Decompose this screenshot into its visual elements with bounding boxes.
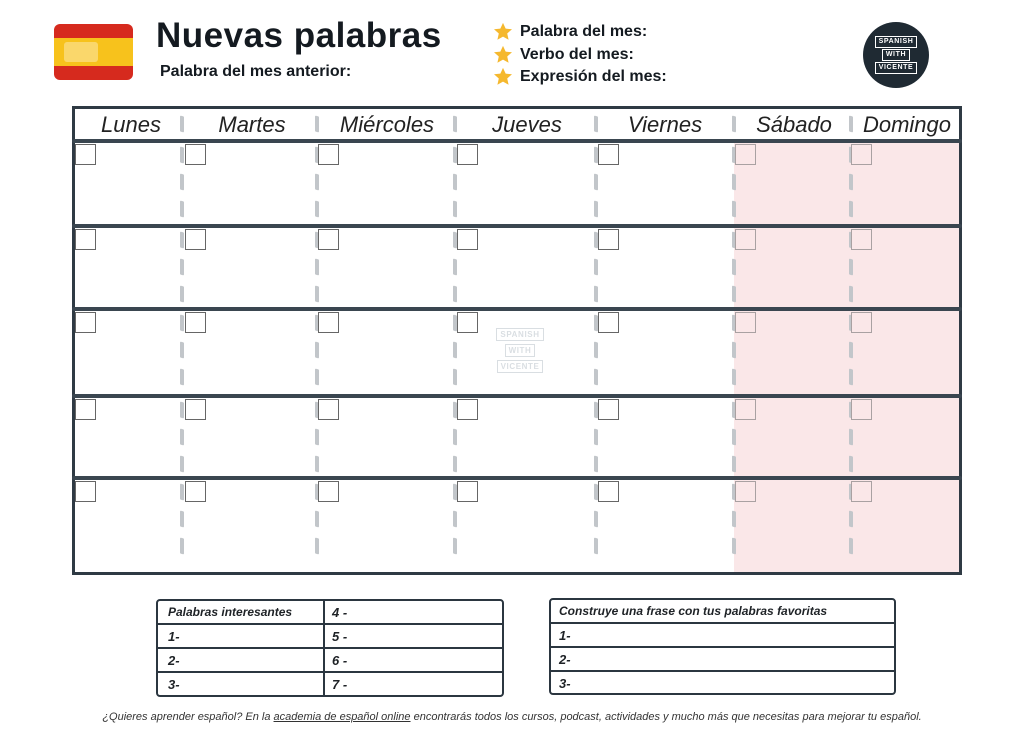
column-separator bbox=[849, 342, 853, 359]
column-separator bbox=[594, 174, 598, 191]
week-separator bbox=[72, 307, 962, 311]
column-separator bbox=[594, 342, 598, 359]
column-separator bbox=[594, 259, 598, 276]
column-separator bbox=[453, 201, 457, 218]
column-separator bbox=[453, 538, 457, 555]
watermark-text-spanish: SPANISH bbox=[496, 328, 543, 341]
day-checkbox[interactable] bbox=[851, 399, 872, 420]
column-separator bbox=[849, 286, 853, 303]
column-separator bbox=[849, 511, 853, 528]
word-slot-7: 7 - bbox=[332, 677, 348, 692]
column-separator bbox=[732, 174, 736, 191]
day-checkbox[interactable] bbox=[735, 399, 756, 420]
day-header-miercoles: Miércoles bbox=[339, 112, 435, 137]
page-title: Nuevas palabras bbox=[156, 16, 442, 55]
column-separator bbox=[315, 511, 319, 528]
column-separator bbox=[594, 538, 598, 555]
column-separator bbox=[732, 259, 736, 276]
column-separator bbox=[849, 538, 853, 555]
column-separator bbox=[453, 286, 457, 303]
column-separator bbox=[180, 402, 184, 419]
footer-text bbox=[0, 711, 1024, 723]
previous-month-word-label: Palabra del mes anterior: bbox=[160, 63, 352, 80]
column-separator bbox=[180, 147, 184, 164]
table-row bbox=[551, 624, 894, 648]
word-slot-6: 6 - bbox=[332, 653, 348, 668]
day-checkbox[interactable] bbox=[185, 312, 206, 333]
column-separator bbox=[315, 456, 319, 473]
academy-link[interactable]: academia de español online bbox=[273, 711, 411, 723]
column-separator bbox=[180, 286, 184, 303]
column-separator bbox=[180, 201, 184, 218]
week-separator bbox=[72, 476, 962, 480]
column-separator bbox=[594, 456, 598, 473]
day-checkbox[interactable] bbox=[185, 144, 206, 165]
column-separator bbox=[180, 342, 184, 359]
column-separator bbox=[315, 342, 319, 359]
day-checkbox[interactable] bbox=[457, 312, 478, 333]
column-separator bbox=[180, 174, 184, 191]
column-separator bbox=[732, 511, 736, 528]
day-checkbox[interactable] bbox=[851, 481, 872, 502]
week-separator bbox=[72, 224, 962, 228]
column-separator bbox=[594, 116, 598, 133]
column-separator bbox=[453, 259, 457, 276]
day-checkbox[interactable] bbox=[735, 312, 756, 333]
interesting-words-table bbox=[156, 599, 504, 697]
column-separator bbox=[732, 429, 736, 446]
column-separator bbox=[453, 342, 457, 359]
day-checkbox[interactable] bbox=[457, 399, 478, 420]
column-separator bbox=[315, 286, 319, 303]
column-separator bbox=[180, 369, 184, 386]
column-separator bbox=[180, 116, 184, 133]
day-checkbox[interactable] bbox=[75, 144, 96, 165]
day-checkbox[interactable] bbox=[75, 312, 96, 333]
column-separator bbox=[315, 174, 319, 191]
column-separator bbox=[849, 429, 853, 446]
column-separator bbox=[732, 369, 736, 386]
day-checkbox[interactable] bbox=[318, 399, 339, 420]
day-checkbox[interactable] bbox=[318, 229, 339, 250]
day-checkbox[interactable] bbox=[457, 229, 478, 250]
column-separator bbox=[180, 315, 184, 332]
column-separator bbox=[453, 456, 457, 473]
day-header-martes: Martes bbox=[218, 112, 286, 137]
day-checkbox[interactable] bbox=[457, 144, 478, 165]
word-slot-3: 3- bbox=[168, 677, 180, 692]
day-checkbox[interactable] bbox=[75, 229, 96, 250]
column-separator bbox=[732, 342, 736, 359]
week-separator bbox=[72, 139, 962, 143]
expression-of-month-label: Expresión del mes: bbox=[520, 68, 667, 85]
day-checkbox[interactable] bbox=[318, 144, 339, 165]
column-separator bbox=[732, 286, 736, 303]
day-checkbox[interactable] bbox=[318, 312, 339, 333]
column-separator bbox=[849, 259, 853, 276]
watermark-text-with: WITH bbox=[505, 344, 536, 357]
day-header-sabado: Sábado bbox=[756, 112, 832, 137]
column-separator bbox=[594, 511, 598, 528]
column-separator bbox=[180, 232, 184, 249]
table-row bbox=[158, 601, 502, 625]
day-checkbox[interactable] bbox=[185, 229, 206, 250]
column-separator bbox=[732, 201, 736, 218]
column-separator bbox=[732, 456, 736, 473]
day-checkbox[interactable] bbox=[185, 481, 206, 502]
sentence-slot-1: 1- bbox=[559, 628, 571, 643]
day-header-jueves: Jueves bbox=[492, 112, 562, 137]
table-row bbox=[551, 600, 894, 624]
table-row bbox=[158, 649, 502, 673]
word-slot-2: 2- bbox=[168, 653, 180, 668]
day-checkbox[interactable] bbox=[735, 144, 756, 165]
day-checkbox[interactable] bbox=[598, 312, 619, 333]
verb-of-month-label: Verbo del mes: bbox=[520, 46, 634, 63]
column-separator bbox=[594, 429, 598, 446]
column-separator bbox=[315, 201, 319, 218]
table-row bbox=[158, 673, 502, 697]
column-separator bbox=[849, 116, 853, 133]
day-checkbox[interactable] bbox=[735, 229, 756, 250]
column-separator bbox=[594, 286, 598, 303]
column-separator bbox=[849, 456, 853, 473]
day-checkbox[interactable] bbox=[598, 399, 619, 420]
column-separator bbox=[453, 369, 457, 386]
column-separator bbox=[849, 369, 853, 386]
day-checkbox[interactable] bbox=[598, 229, 619, 250]
day-checkbox[interactable] bbox=[851, 229, 872, 250]
column-separator bbox=[732, 116, 736, 133]
word-slot-5: 5 - bbox=[332, 629, 348, 644]
column-separator bbox=[180, 511, 184, 528]
sentence-table-header: Construye una frase con tus palabras favoritas bbox=[559, 604, 828, 618]
column-separator bbox=[315, 116, 319, 133]
day-checkbox[interactable] bbox=[851, 144, 872, 165]
column-separator bbox=[732, 538, 736, 555]
word-of-month-label: Palabra del mes: bbox=[520, 23, 648, 40]
day-checkbox[interactable] bbox=[75, 399, 96, 420]
column-separator bbox=[180, 538, 184, 555]
column-separator bbox=[315, 538, 319, 555]
day-checkbox[interactable] bbox=[598, 144, 619, 165]
day-checkbox[interactable] bbox=[851, 312, 872, 333]
day-header-lunes: Lunes bbox=[101, 112, 161, 137]
day-checkbox[interactable] bbox=[75, 481, 96, 502]
column-separator bbox=[180, 259, 184, 276]
column-separator bbox=[849, 201, 853, 218]
footer-text-after: encontrarás todos los cursos, podcast, actividades y mucho más que necesitas para mejorar tu español. bbox=[410, 711, 922, 723]
column-separator bbox=[453, 429, 457, 446]
column-separator bbox=[453, 511, 457, 528]
day-header-domingo: Domingo bbox=[862, 112, 952, 137]
word-slot-4: 4 - bbox=[332, 605, 348, 620]
day-checkbox[interactable] bbox=[318, 481, 339, 502]
column-separator bbox=[180, 484, 184, 501]
column-separator bbox=[315, 429, 319, 446]
logo-text-spanish: SPANISH bbox=[875, 36, 918, 48]
table-row bbox=[551, 672, 894, 696]
words-table-header: Palabras interesantes bbox=[168, 605, 293, 619]
column-separator bbox=[594, 369, 598, 386]
week-separator bbox=[72, 394, 962, 398]
day-checkbox[interactable] bbox=[457, 481, 478, 502]
sentence-slot-3: 3- bbox=[559, 676, 571, 691]
day-checkbox[interactable] bbox=[735, 481, 756, 502]
favorite-sentence-table bbox=[549, 598, 896, 695]
watermark-text-vicente: VICENTE bbox=[497, 360, 544, 373]
watermark-logo bbox=[490, 328, 550, 373]
word-slot-1: 1- bbox=[168, 629, 180, 644]
logo-text-vicente: VICENTE bbox=[875, 62, 918, 74]
column-separator bbox=[453, 116, 457, 133]
column-separator bbox=[315, 369, 319, 386]
column-separator bbox=[594, 201, 598, 218]
column-separator bbox=[180, 429, 184, 446]
footer-text-before: ¿Quieres aprender español? En la bbox=[102, 711, 274, 723]
table-row bbox=[551, 648, 894, 672]
column-separator bbox=[849, 174, 853, 191]
day-checkbox[interactable] bbox=[598, 481, 619, 502]
column-separator bbox=[315, 259, 319, 276]
logo-text-with: WITH bbox=[882, 49, 910, 61]
sentence-slot-2: 2- bbox=[559, 652, 571, 667]
column-separator bbox=[180, 456, 184, 473]
table-row bbox=[158, 625, 502, 649]
day-checkbox[interactable] bbox=[185, 399, 206, 420]
column-separator bbox=[453, 174, 457, 191]
day-header-viernes: Viernes bbox=[627, 112, 703, 137]
